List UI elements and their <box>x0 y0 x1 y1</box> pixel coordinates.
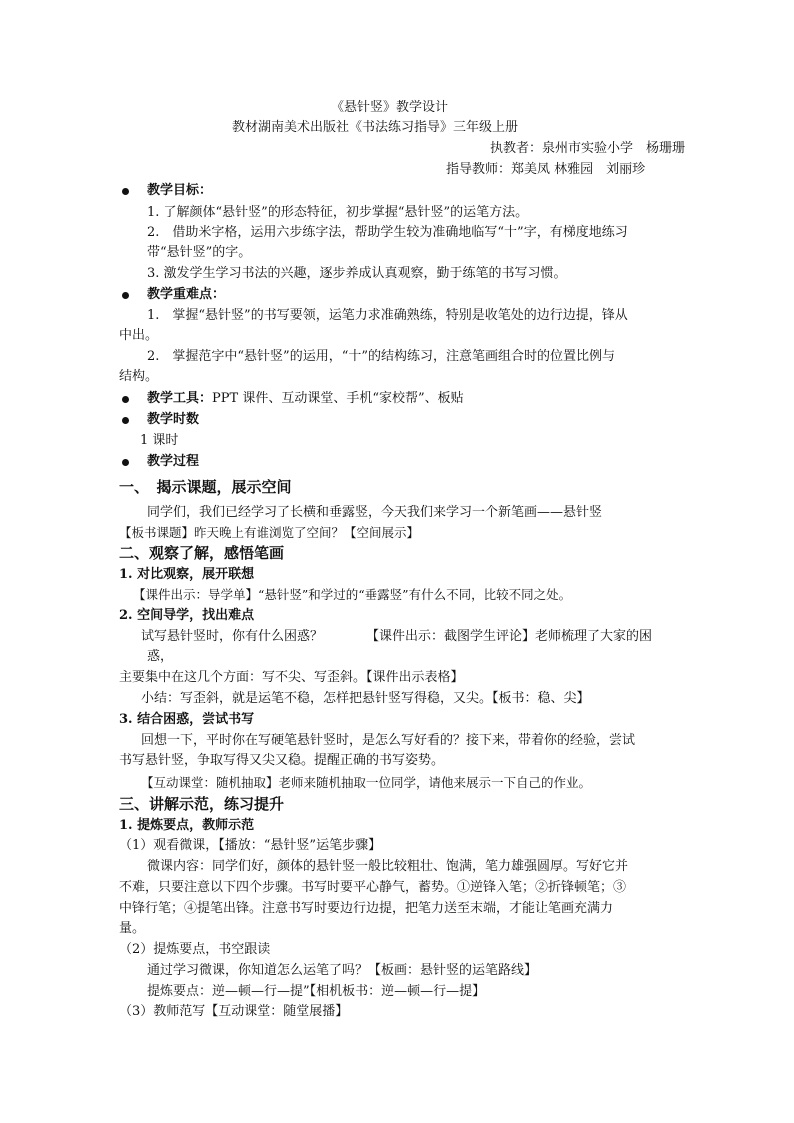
section-3-heading: 三、讲解示范，练习提升 <box>119 795 285 813</box>
section-3-sub-1: 1. 提炼要点，教师示范 <box>119 818 255 833</box>
section-2-para-5b: 书写悬针竖，争取写得又尖又稳。提醒正确的书写姿势。 <box>119 753 445 768</box>
section-2-sub-3: 3. 结合困惑，尝试书写 <box>119 712 255 727</box>
section-2-sub-1: 1. 对比观察，展开联想 <box>119 567 255 582</box>
keypoints-line-2a: 2. 掌握范字中“悬针竖”的运用，“十”的结构练习，注意笔画组合时的位置比例与 <box>147 349 615 364</box>
time-heading: 教学时数 <box>147 412 200 427</box>
doc-subtitle: 教材湖南美术出版社《书法练习指导》三年级上册 <box>232 120 519 135</box>
goals-line-1: 1. 了解颜体“悬针竖”的形态特征，初步掌握“悬针竖”的运笔方法。 <box>147 205 529 220</box>
doc-title: 《悬针竖》教学设计 <box>331 100 449 115</box>
keypoints-line-2b: 结构。 <box>119 369 159 384</box>
section-3-para-1a: 微课内容：同学们好，颜体的悬针竖一般比较粗壮、饱满，笔力雄强圆厚。写好它并 <box>147 859 629 874</box>
section-3-para-2: 通过学习微课，你知道怎么运笔了吗？【板画：悬针竖的运笔路线】 <box>147 963 538 978</box>
bullet-icon <box>122 188 129 195</box>
section-2-para-1: 【课件出示：导学单】“悬针竖”和学过的“垂露竖”有什么不同，比较不同之处。 <box>133 587 572 602</box>
keypoints-heading: 教学重难点： <box>147 287 226 302</box>
section-2-para-6: 【互动课堂：随机抽取】老师来随机抽取一位同学，请他来展示一下自己的作业。 <box>141 775 592 790</box>
section-2-para-5a: 回想一下，平时你在写硬笔悬针竖时，是怎么写好看的？接下来，带着你的经验，尝试 <box>141 733 636 748</box>
section-2-para-3: 主要集中在这几个方面：写不尖、写歪斜。【课件出示表格】 <box>119 670 464 685</box>
section-2-para-2b: 【课件出示：截图学生评论】老师梳理了大家的困 <box>366 629 653 644</box>
section-3-para-1b: 不难，只要注意以下四个步骤。书写时要平心静气，蓄势。①逆锋入笔；②折锋顿笔；③ <box>119 880 627 895</box>
goals-line-3: 3. 激发学生学习书法的兴趣，逐步养成认真观察，勤于练笔的书写习惯。 <box>147 266 567 281</box>
section-1-heading: 一、 揭示课题，展示空间 <box>119 478 292 496</box>
teacher-line: 执教者：泉州市实验小学 杨珊珊 <box>490 141 686 156</box>
section-2-para-4: 小结：写歪斜，就是运笔不稳，怎样把悬针竖写得稳，又尖。【板书：稳、尖】 <box>141 691 590 706</box>
keypoints-line-1a: 1. 掌握“悬针竖”的书写要领，运笔力求准确熟练，特别是收笔处的边行边提，锋从 <box>147 308 628 323</box>
bullet-icon <box>122 396 129 403</box>
tools-line <box>147 389 464 409</box>
section-3-para-3: 提炼要点：逆—顿—行—提”【相机板书：逆—顿—行—提】 <box>147 984 486 999</box>
bullet-icon <box>122 292 129 299</box>
section-3-item-1: （1）观看微课，【播放：“悬针竖”运笔步骤】 <box>119 838 382 853</box>
section-2-para-2c: 惑， <box>147 649 174 664</box>
process-heading: 教学过程 <box>147 454 200 469</box>
advisors-line: 指导教师：郑美凤 林雅园 刘丽珍 <box>446 162 646 177</box>
section-2-para-2a: 试写悬针竖时，你有什么困惑？ <box>141 629 324 644</box>
tools-text: PPT 课件、互动课堂、手机“家校帮”、板贴 <box>212 391 464 406</box>
tools-heading: 教学工具： <box>147 391 213 406</box>
goals-heading: 教学目标： <box>147 183 213 198</box>
keypoints-line-1b: 中出。 <box>119 328 159 343</box>
bullet-icon <box>122 459 129 466</box>
section-3-para-1d: 量。 <box>119 921 146 936</box>
section-3-para-1c: 中锋行笔；④提笔出锋。注意书写时要边行边提，把笔力送至末端，才能让笔画充满力 <box>119 901 614 916</box>
section-2-sub-2: 2. 空间导学，找出难点 <box>119 608 255 623</box>
section-2-heading: 二、观察了解，感悟笔画 <box>119 544 285 562</box>
section-3-item-3: （3）教师范写【互动课堂：随堂展播】 <box>119 1004 349 1019</box>
time-text: 1 课时 <box>140 433 179 448</box>
section-1-para-2: 【板书课题】昨天晚上有谁浏览了空间？【空间展示】 <box>119 525 420 540</box>
goals-line-2a: 2. 借助米字格，运用六步练字法，帮助学生较为准确地临写“十”字，有梯度地练习 <box>147 225 628 240</box>
bullet-icon <box>122 417 129 424</box>
goals-line-2b: 带“悬针竖”的字。 <box>147 245 252 260</box>
section-1-para-1: 同学们，我们已经学习了长横和垂露竖，今天我们来学习一个新笔画——悬针竖 <box>147 505 603 520</box>
section-3-item-2: （2）提炼要点，书空跟读 <box>119 942 271 957</box>
